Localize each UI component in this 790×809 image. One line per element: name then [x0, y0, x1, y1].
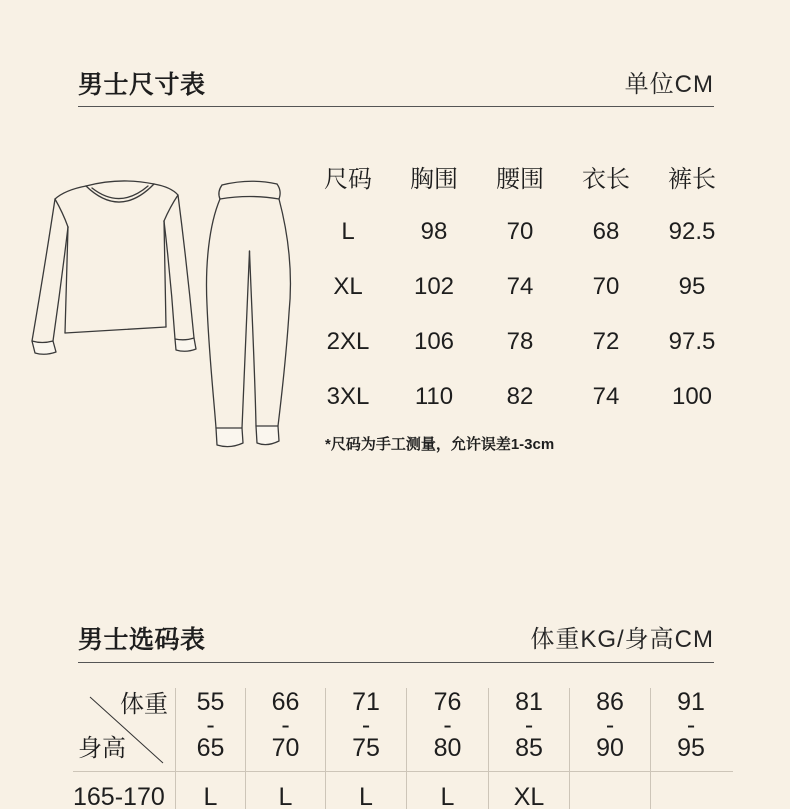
weight-range-from: 91	[677, 688, 705, 716]
table-cell: 68	[592, 217, 620, 245]
weight-range-to: 85	[515, 734, 543, 762]
size-recommendation-cell: L	[175, 772, 245, 809]
table-cell: 72	[592, 327, 620, 355]
table-cell: 70	[592, 272, 620, 300]
weight-range-from: 76	[433, 688, 462, 716]
size-recommendation-cell	[650, 772, 731, 809]
table-header-cell: 尺码	[324, 166, 372, 193]
table-cell: 82	[506, 382, 534, 410]
weight-range-header	[488, 688, 569, 771]
size-label-cell: L	[341, 217, 355, 245]
size-recommendation-cell: XL	[488, 772, 569, 809]
weight-range-separator: -	[686, 711, 696, 739]
weight-range-separator: -	[524, 711, 534, 739]
table-row	[305, 259, 735, 314]
size-recommendation-cell: L	[406, 772, 488, 809]
weight-range-separator: -	[281, 711, 290, 739]
table-cell: 102	[413, 272, 455, 300]
size-recommendation-cell: L	[245, 772, 325, 809]
table-row	[305, 204, 735, 259]
weight-range-separator: -	[206, 711, 215, 739]
weight-range-header	[650, 688, 731, 771]
weight-range-from: 71	[352, 688, 380, 716]
table-row	[305, 369, 735, 424]
weight-range-to: 80	[433, 734, 462, 762]
table-row	[305, 314, 735, 369]
size-picker-unit: 体重KG/身高CM	[530, 626, 714, 653]
weight-range-from: 81	[515, 688, 543, 716]
size-label-cell: 3XL	[326, 382, 370, 410]
table-cell: 70	[506, 217, 534, 245]
weight-range-header	[406, 688, 488, 771]
pants-icon	[200, 175, 300, 455]
size-chart-table	[305, 149, 735, 424]
long-sleeve-top-icon	[25, 175, 200, 360]
weight-range-from: 86	[596, 688, 624, 716]
weight-range-header	[325, 688, 406, 771]
size-picker-table	[73, 688, 733, 809]
corner-weight-label: 体重	[120, 691, 168, 718]
size-label-cell: XL	[333, 272, 363, 300]
table-header-cell: 胸围	[410, 166, 458, 193]
table-cell: 92.5	[668, 217, 716, 245]
weight-range-from: 55	[196, 688, 225, 716]
size-picker-divider	[78, 662, 714, 663]
size-picker-title: 男士选码表	[78, 626, 206, 654]
weight-range-to: 75	[352, 734, 380, 762]
table-header-row	[305, 149, 735, 204]
table-header-cell: 裤长	[668, 166, 716, 193]
corner-header-cell	[73, 688, 175, 771]
table-cell: 100	[671, 382, 713, 410]
table-cell: 97.5	[668, 327, 716, 355]
weight-header-row	[73, 688, 733, 772]
weight-range-to: 95	[677, 734, 705, 762]
weight-range-to: 90	[596, 734, 624, 762]
weight-range-header	[569, 688, 650, 771]
weight-range-separator: -	[443, 711, 452, 739]
measurement-note: *尺码为手工测量，允许误差1-3cm	[325, 436, 555, 453]
size-recommendation-cell	[569, 772, 650, 809]
table-row	[73, 772, 733, 809]
weight-range-separator: -	[605, 711, 615, 739]
size-chart-unit: 单位CM	[624, 71, 714, 98]
table-cell: 98	[420, 217, 448, 245]
size-label-cell: 2XL	[326, 327, 370, 355]
weight-range-separator: -	[361, 711, 371, 739]
corner-height-label: 身高	[78, 735, 126, 762]
table-cell: 106	[413, 327, 455, 355]
table-header-cell: 衣长	[582, 166, 630, 193]
table-cell: 110	[414, 382, 454, 410]
size-chart-divider	[78, 106, 714, 107]
height-label: 165-170	[73, 783, 165, 809]
size-recommendation-cell: L	[325, 772, 406, 809]
weight-range-header	[245, 688, 325, 771]
table-cell: 74	[592, 382, 620, 410]
weight-range-from: 66	[271, 688, 300, 716]
table-header-cell: 腰围	[496, 166, 544, 193]
weight-range-to: 70	[271, 734, 300, 762]
weight-range-to: 65	[196, 734, 225, 762]
weight-range-header	[175, 688, 245, 771]
size-chart-title: 男士尺寸表	[78, 71, 206, 99]
table-cell: 78	[506, 327, 534, 355]
table-cell: 74	[506, 272, 534, 300]
table-cell: 95	[678, 272, 706, 300]
